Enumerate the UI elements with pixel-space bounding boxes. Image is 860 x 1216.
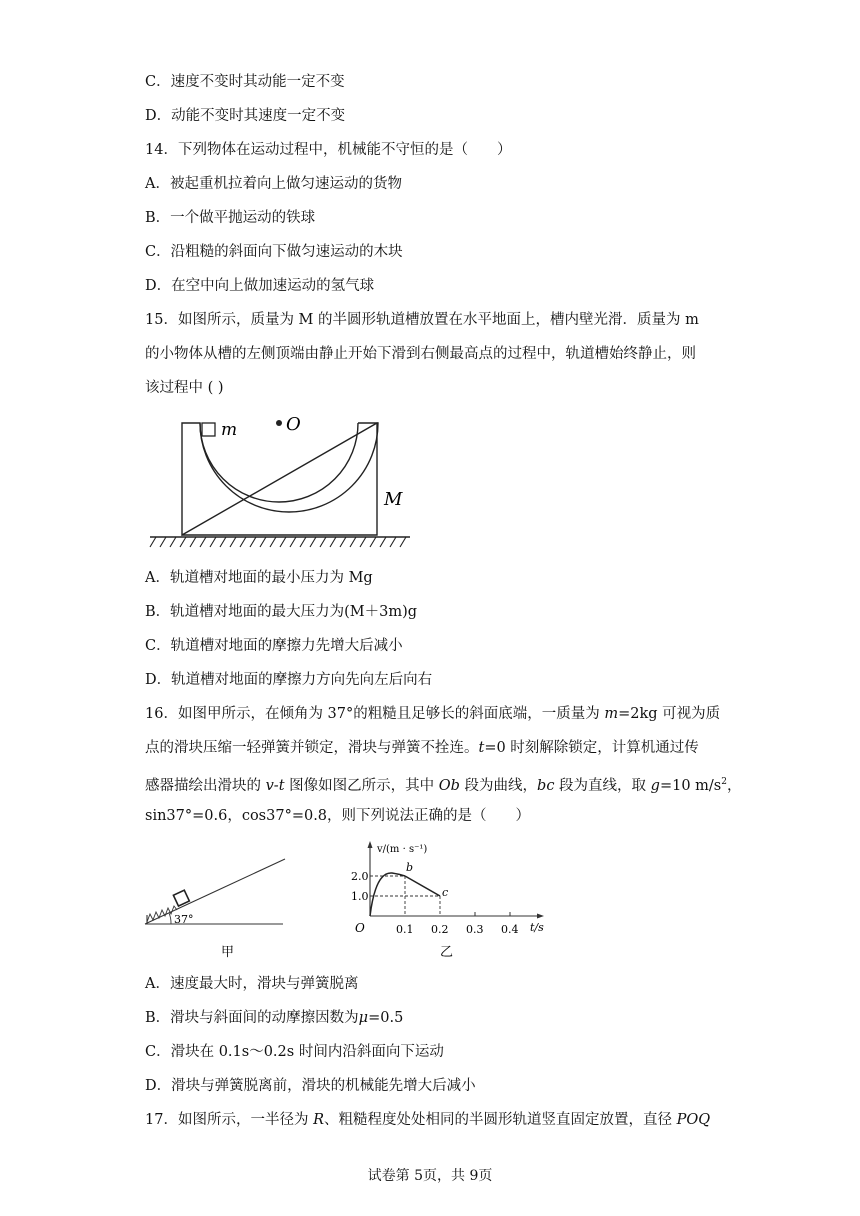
q15-stem-line2: 的小物体从槽的左侧顶端由静止开始下滑到右侧最高点的过程中，轨道槽始终静止，则	[145, 346, 696, 362]
q15-stem-line3: 该过程中 ( )	[145, 380, 224, 396]
q16-option-b: B．滑块与斜面间的动摩擦因数为μ=0.5	[145, 1010, 404, 1026]
q15-option-b: B．轨道槽对地面的最大压力为(M＋3m)g	[145, 604, 418, 620]
x-axis	[370, 914, 544, 919]
point-b-label: b	[406, 861, 414, 874]
label-M: M	[384, 489, 403, 510]
q13-option-d: D．动能不变时其速度一定不变	[145, 108, 346, 124]
q14-stem: 14．下列物体在运动过程中，机械能不守恒的是（ ）	[145, 142, 512, 158]
track-groove-outline	[182, 423, 378, 535]
y-tick-1.0: 1.0	[351, 890, 369, 903]
spring	[147, 906, 177, 922]
page-footer: 试卷第 5页，共 9页	[367, 1168, 493, 1184]
guide-lines	[370, 876, 440, 916]
angle-label: 37°	[174, 913, 194, 926]
x-axis-label: t/s	[530, 921, 544, 934]
q16-figure-jia	[143, 852, 293, 960]
x-tick-0.3: 0.3	[466, 923, 484, 936]
angle-arc	[169, 913, 171, 924]
q17-stem-line1: 17．如图所示，一半径为 R、粗糙程度处处相同的半圆形轨道竖直固定放置，直径 POQ	[145, 1112, 711, 1128]
q16-option-c: C．滑块在 0.1s～0.2s 时间内沿斜面向下运动	[145, 1044, 444, 1060]
label-m: m	[221, 420, 238, 440]
q13-option-c: C．速度不变时其动能一定不变	[145, 74, 345, 90]
x-tick-0.2: 0.2	[431, 923, 449, 936]
q14-option-a: A．被起重机拉着向上做匀速运动的货物	[145, 176, 402, 192]
q16-stem-line2: 点的滑块压缩一轻弹簧并锁定，滑块与弹簧不拴连。t=0 时刻解除锁定，计算机通过传	[145, 740, 699, 756]
q14-option-b: B．一个做平抛运动的铁球	[145, 210, 316, 226]
center-point	[276, 420, 282, 426]
q16-option-a: A．速度最大时，滑块与弹簧脱离	[145, 976, 359, 992]
q16-figure-yi	[350, 840, 550, 958]
q16-stem-line4: sin37°=0.6，cos37°=0.8，则下列说法正确的是（ ）	[145, 808, 531, 824]
line-bc	[405, 876, 440, 896]
q15-option-a: A．轨道槽对地面的最小压力为 Mg	[145, 570, 373, 586]
q16-stem-line1: 16．如图甲所示，在倾角为 37°的粗糙且足够长的斜面底端，一质量为 m=2kg 可视为质	[145, 706, 721, 722]
small-block	[202, 423, 215, 436]
q14-option-d: D．在空中向上做加速运动的氢气球	[145, 278, 375, 294]
slider-block	[173, 890, 189, 906]
x-tick-0.4: 0.4	[501, 923, 519, 936]
ground-hatching	[150, 537, 406, 547]
x-tick-0.1: 0.1	[396, 923, 414, 936]
origin-label: O	[355, 921, 365, 935]
curve-Ob	[370, 873, 405, 916]
q15-option-c: C．轨道槽对地面的摩擦力先增大后减小	[145, 638, 403, 654]
x-tick-marks	[475, 912, 510, 916]
q15-option-d: D．轨道槽对地面的摩擦力方向先向左后向右	[145, 672, 433, 688]
q16-stem-line3: 感器描绘出滑块的 v-t 图像如图乙所示，其中 Ob 段为曲线，bc 段为直线，取 g=10 $m/s^2$，	[145, 777, 742, 794]
caption-yi: 乙	[440, 945, 454, 960]
y-axis-label: v/(m · s⁻¹)	[377, 844, 428, 855]
y-tick-2.0: 2.0	[351, 870, 369, 883]
caption-jia: 甲	[221, 945, 235, 960]
q14-option-c: C．沿粗糙的斜面向下做匀速运动的木块	[145, 244, 403, 260]
q16-option-d: D．滑块与弹簧脱离前，滑块的机械能先增大后减小	[145, 1078, 476, 1094]
q15-stem-line1: 15．如图所示，质量为 M 的半圆形轨道槽放置在水平地面上，槽内壁光滑．质量为 m	[145, 312, 699, 328]
label-O: O	[286, 414, 301, 435]
q15-figure	[148, 410, 418, 555]
point-c-label: c	[442, 886, 449, 899]
